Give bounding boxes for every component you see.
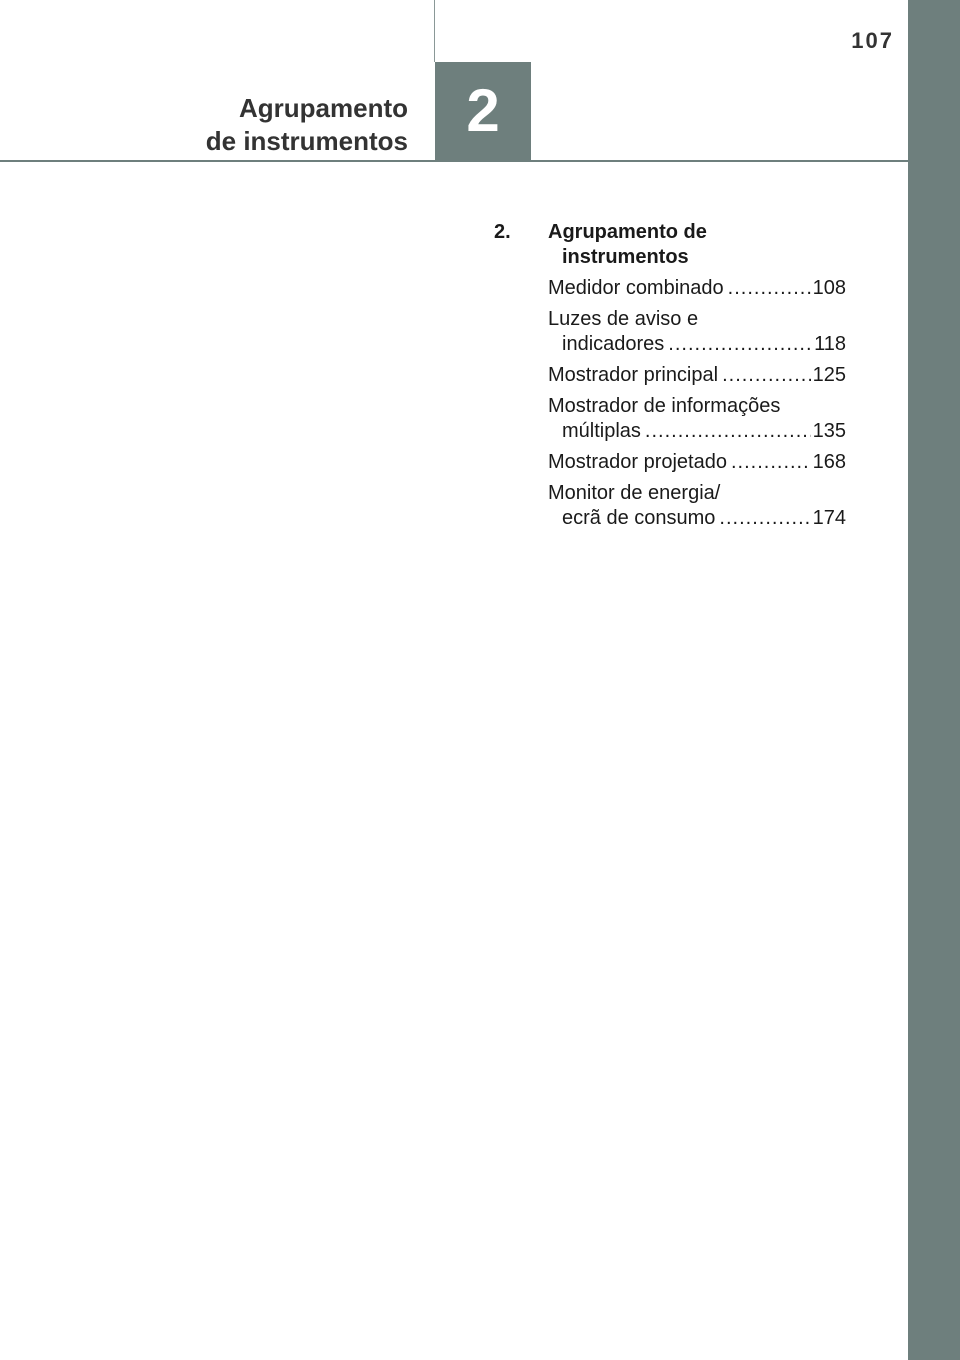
toc-entry-label: Luzes de aviso e [548, 308, 699, 330]
page-number: 107 [851, 28, 894, 53]
toc-entry[interactable] [548, 363, 846, 388]
toc-entry[interactable] [548, 450, 846, 475]
chapter-number-box [435, 62, 531, 160]
toc-entry-page: 108 [812, 277, 846, 299]
toc-entry-page: 174 [812, 507, 846, 529]
toc-leader-dots [728, 276, 811, 301]
chapter-number: 2 [466, 77, 500, 144]
toc-leader-dots [722, 363, 811, 388]
toc-entry-line [548, 450, 846, 475]
toc-entry-page: 135 [812, 420, 846, 442]
toc-entry-line-continued [548, 332, 846, 357]
toc-entry[interactable] [548, 307, 846, 357]
toc-section-title [548, 220, 846, 270]
chapter-title-line2: de instrumentos [205, 126, 408, 156]
toc-entry-label: Monitor de energia/ [548, 482, 721, 504]
toc-entry-line [548, 307, 846, 332]
toc-entry-page: 118 [814, 333, 846, 355]
toc-entry-line [548, 481, 846, 506]
toc-entry-line-continued [548, 506, 846, 531]
header-divider [434, 0, 435, 62]
toc-leader-dots [719, 506, 810, 531]
toc-section-title-line2: instrumentos [562, 246, 689, 268]
toc-entry-line-continued [548, 419, 846, 444]
toc-entry-label: Medidor combinado [548, 277, 724, 299]
toc-entry-label-continued: indicadores [562, 333, 665, 355]
header-rule [0, 160, 908, 162]
toc-entry[interactable] [548, 394, 846, 444]
toc-entry-line [548, 276, 846, 301]
toc-leader-dots [731, 450, 811, 475]
chapter-title-line1: Agrupamento [239, 93, 408, 123]
toc-leader-dots [645, 419, 811, 444]
toc-section-title-line1: Agrupamento de [548, 221, 707, 243]
toc-entry-line [548, 394, 846, 419]
toc-entry[interactable] [548, 481, 846, 531]
toc-entry-label-continued: ecrã de consumo [562, 507, 716, 529]
toc-section-heading [494, 220, 846, 270]
side-chapter-tab [908, 0, 960, 1360]
toc-entry-label: Mostrador principal [548, 364, 719, 386]
chapter-title [8, 92, 408, 158]
toc-entry[interactable] [548, 276, 846, 301]
toc-entry-line [548, 363, 846, 388]
table-of-contents [494, 220, 846, 537]
toc-entry-page: 168 [812, 451, 846, 473]
toc-entry-page: 125 [812, 364, 846, 386]
toc-section-number: 2. [494, 221, 511, 243]
toc-leader-dots [668, 332, 812, 357]
toc-entry-label: Mostrador de informações [548, 395, 781, 417]
toc-entry-label-continued: múltiplas [562, 420, 641, 442]
toc-entry-label: Mostrador projetado [548, 451, 727, 473]
